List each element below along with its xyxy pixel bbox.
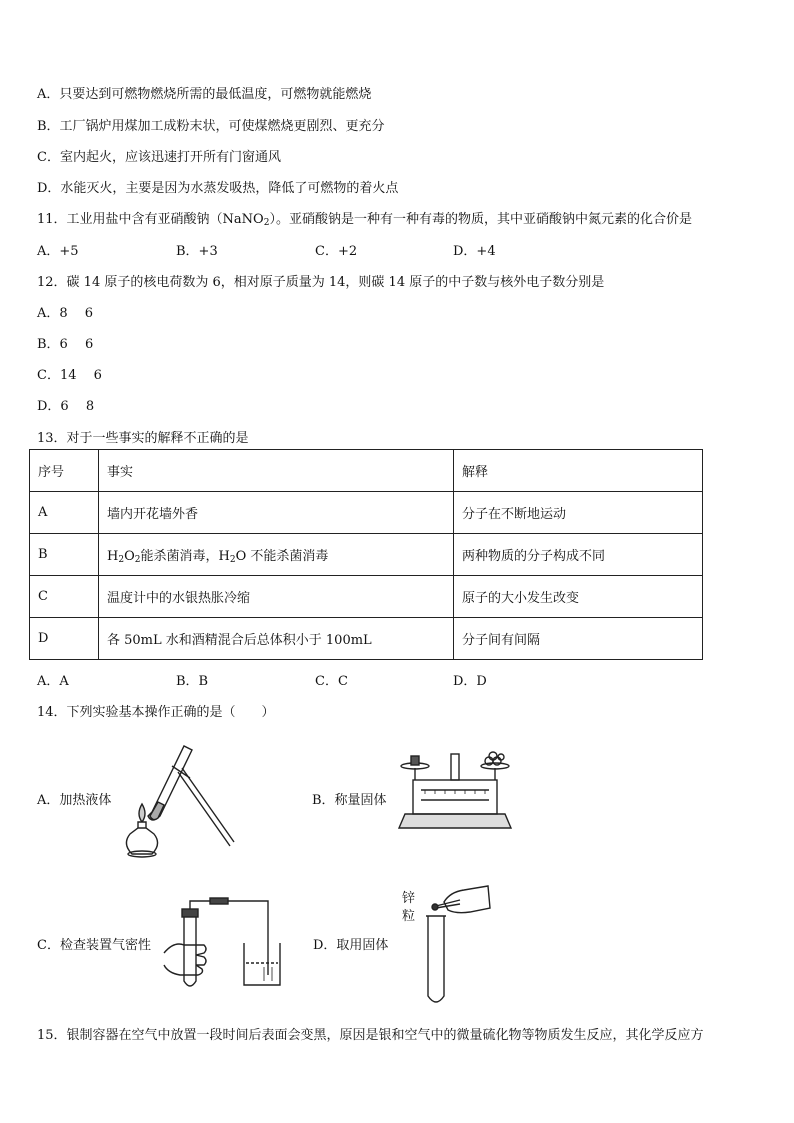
table-cell: 分子间有间隔 (454, 618, 703, 660)
q14-option-c: C．检查装置气密性 (37, 938, 151, 953)
table-cell: $H_2O_2$能杀菌消毒，$H_2O$ 不能杀菌消毒 (99, 534, 454, 576)
q10-option-d: D．水能灭火，主要是因为水蒸发吸热，降低了可燃物的着火点 (37, 181, 399, 196)
q10-option-c: C．室内起火，应该迅速打开所有门窗通风 (37, 150, 281, 165)
q13-option-b: B．B (176, 674, 209, 689)
q13-option-a: A．A (37, 674, 69, 689)
table-row (30, 618, 703, 660)
q14-option-d: D．取用固体 (313, 938, 389, 953)
q14-option-b: B．称量固体 (312, 793, 387, 808)
q12-option-b: B．6 6 (37, 337, 94, 352)
taking-solid-illustration (420, 880, 495, 1005)
table-row (30, 576, 703, 618)
table-cell: 墙内开花墙外香 (99, 492, 454, 534)
q11-option-d: D．+4 (453, 244, 496, 259)
q13-options (37, 670, 737, 688)
q11-stem: 11．工业用盐中含有亚硝酸钠（NaNO$_2$）。亚硝酸钠是一种有一种有毒的物质，其中亚硝酸钠中氮元素的化合价是 (37, 212, 692, 228)
q13-stem: 13．对于一些事实的解释不正确的是 (37, 431, 249, 446)
table-header-row (30, 450, 703, 492)
q12-stem: 12．碳 14 原子的核电荷数为 6，相对原子质量为 14，则碳 14 原子的中子数与核外电子数分别是 (37, 275, 605, 290)
q10-option-b: B．工厂锅炉用煤加工成粉末状，可使煤燃烧更剧烈、更充分 (37, 119, 385, 134)
q15-stem: 15．银制容器在空气中放置一段时间后表面会变黑，原因是银和空气中的微量硫化物等物质发生反应，其化学反应方 (37, 1028, 704, 1043)
table-row (30, 534, 703, 576)
q14-stem: 14．下列实验基本操作正确的是（ ） (37, 705, 275, 720)
q11-option-a: A．+5 (37, 244, 79, 259)
q13-option-d: D．D (453, 674, 487, 689)
q12-option-a: A．8 6 (37, 306, 94, 321)
table-row (30, 492, 703, 534)
balance-scale-illustration (395, 740, 515, 840)
table-cell: C (30, 576, 99, 618)
table-header-cell: 事实 (99, 450, 454, 492)
facts-table (29, 449, 703, 660)
zinc-label: 锌 (402, 891, 416, 906)
table-cell: 各 50mL 水和酒精混合后总体积小于 100mL (99, 618, 454, 660)
q13-option-c: C．C (315, 674, 348, 689)
table-cell: B (30, 534, 99, 576)
zinc-label: 粒 (402, 909, 416, 924)
q14-option-a: A．加热液体 (37, 793, 112, 808)
q11-option-b: B．+3 (176, 244, 218, 259)
table-header-cell: 解释 (454, 450, 703, 492)
table-cell: 分子在不断地运动 (454, 492, 703, 534)
table-cell: 两种物质的分子构成不同 (454, 534, 703, 576)
q12-option-d: D．6 8 (37, 399, 95, 414)
table-header-cell: 序号 (30, 450, 99, 492)
q12-option-c: C．14 6 (37, 368, 102, 383)
q11-options (37, 240, 737, 258)
table-cell: 温度计中的水银热胀冷缩 (99, 576, 454, 618)
table-cell: D (30, 618, 99, 660)
heating-liquid-illustration (112, 736, 237, 858)
airtightness-check-illustration (160, 893, 285, 993)
q10-option-a: A．只要达到可燃物燃烧所需的最低温度，可燃物就能燃烧 (37, 87, 372, 102)
q11-option-c: C．+2 (315, 244, 358, 259)
table-cell: 原子的大小发生改变 (454, 576, 703, 618)
table-cell: A (30, 492, 99, 534)
